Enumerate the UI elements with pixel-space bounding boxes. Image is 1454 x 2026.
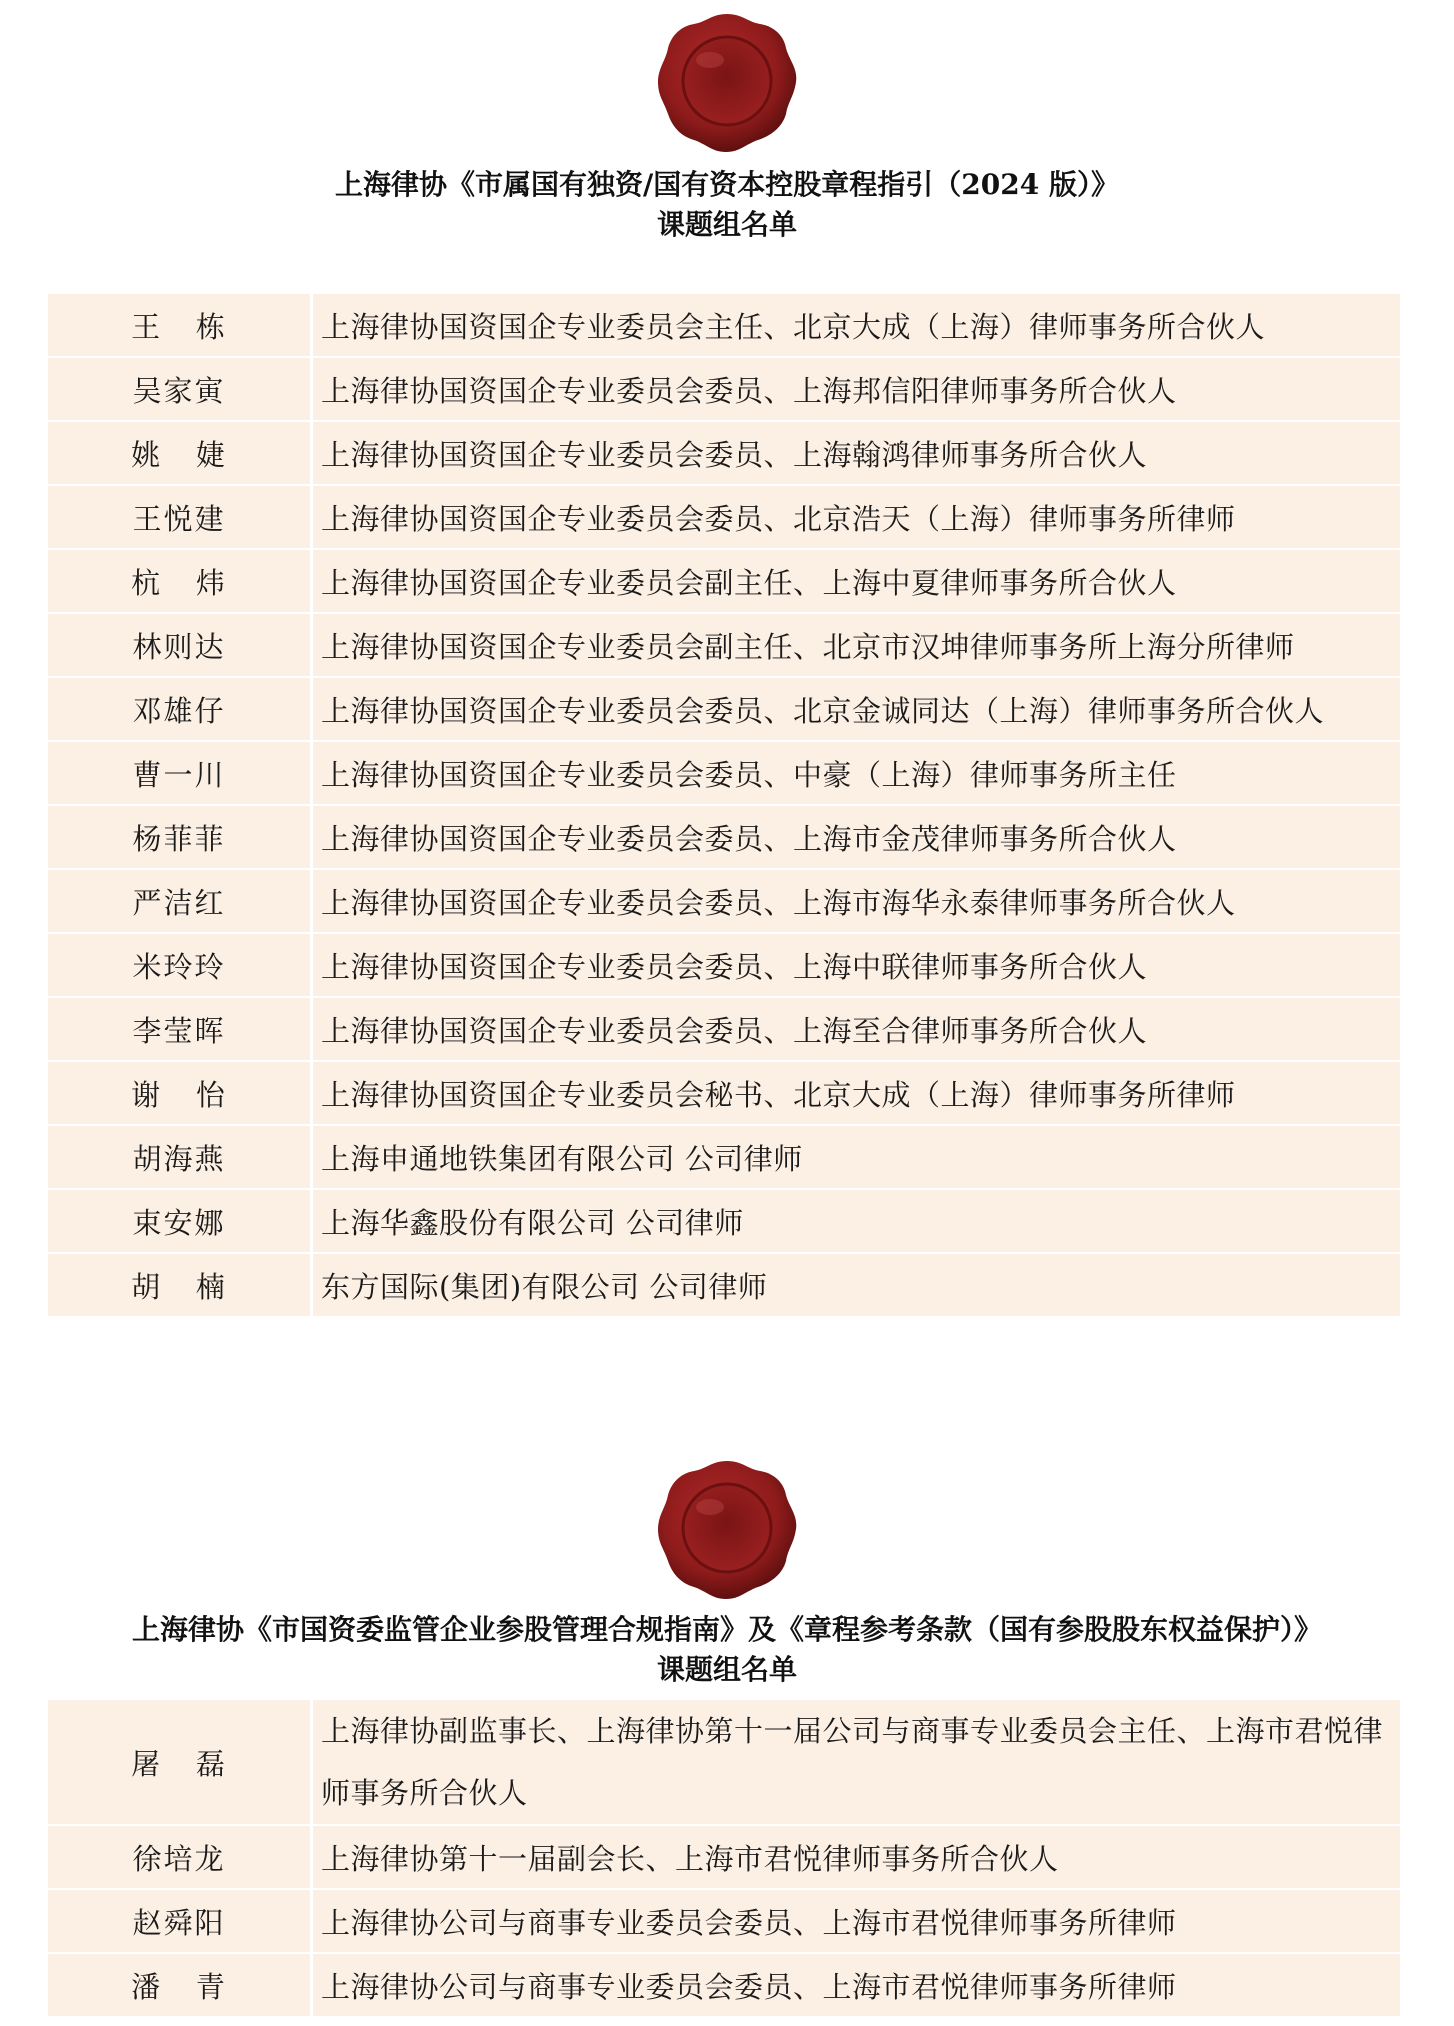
table-row bbox=[48, 1954, 1400, 2016]
table-row bbox=[48, 422, 1400, 484]
section1-member-table bbox=[48, 294, 1400, 1318]
section2-title-line1: 上海律协《市国资委监管企业参股管理合规指南》及《章程参考条款（国有参股股东权益保护）》 bbox=[131, 1613, 1322, 1646]
member-name: 杭 炜 bbox=[48, 550, 310, 612]
table-row bbox=[48, 1826, 1400, 1888]
table-row bbox=[48, 1254, 1400, 1316]
table-row bbox=[48, 1890, 1400, 1952]
table-row bbox=[48, 934, 1400, 996]
table-row bbox=[48, 294, 1400, 356]
member-description: 上海律协公司与商事专业委员会委员、上海市君悦律师事务所律师 bbox=[313, 1954, 1400, 2016]
member-name: 谢 怡 bbox=[48, 1062, 310, 1124]
member-name: 潘 青 bbox=[48, 1954, 310, 2016]
member-description: 上海律协国资国企专业委员会委员、中豪（上海）律师事务所主任 bbox=[313, 742, 1400, 804]
table-row bbox=[48, 678, 1400, 740]
member-name: 严洁红 bbox=[48, 870, 310, 932]
section1-title bbox=[0, 165, 1454, 245]
member-description: 上海律协国资国企专业委员会秘书、北京大成（上海）律师事务所律师 bbox=[313, 1062, 1400, 1124]
member-description: 上海律协第十一届副会长、上海市君悦律师事务所合伙人 bbox=[313, 1826, 1400, 1888]
member-description: 上海律协国资国企专业委员会委员、上海市海华永泰律师事务所合伙人 bbox=[313, 870, 1400, 932]
table-row bbox=[48, 486, 1400, 548]
table-row bbox=[48, 1190, 1400, 1252]
member-name: 徐培龙 bbox=[48, 1826, 310, 1888]
wax-seal-icon bbox=[652, 8, 802, 158]
table-row bbox=[48, 358, 1400, 420]
member-description: 上海律协国资国企专业委员会委员、上海至合律师事务所合伙人 bbox=[313, 998, 1400, 1060]
member-description: 上海律协国资国企专业委员会副主任、上海中夏律师事务所合伙人 bbox=[313, 550, 1400, 612]
section2-title-line2: 课题组名单 bbox=[656, 1653, 797, 1686]
member-description: 上海律协国资国企专业委员会委员、上海中联律师事务所合伙人 bbox=[313, 934, 1400, 996]
member-name: 束安娜 bbox=[48, 1190, 310, 1252]
member-description: 上海律协国资国企专业委员会委员、上海邦信阳律师事务所合伙人 bbox=[313, 358, 1400, 420]
member-description: 东方国际(集团)有限公司 公司律师 bbox=[313, 1254, 1400, 1316]
member-description: 上海律协国资国企专业委员会委员、北京浩天（上海）律师事务所律师 bbox=[313, 486, 1400, 548]
table-row bbox=[48, 1062, 1400, 1124]
member-name: 王 栋 bbox=[48, 294, 310, 356]
member-description: 上海律协公司与商事专业委员会委员、上海市君悦律师事务所律师 bbox=[313, 1890, 1400, 1952]
section1-title-line2: 课题组名单 bbox=[656, 208, 797, 241]
member-description: 上海申通地铁集团有限公司 公司律师 bbox=[313, 1126, 1400, 1188]
member-name: 赵舜阳 bbox=[48, 1890, 310, 1952]
section2-title bbox=[0, 1610, 1454, 1690]
member-name: 王悦建 bbox=[48, 486, 310, 548]
member-name: 邓雄仔 bbox=[48, 678, 310, 740]
member-name: 李莹晖 bbox=[48, 998, 310, 1060]
table-row bbox=[48, 1700, 1400, 1824]
member-name: 姚 婕 bbox=[48, 422, 310, 484]
member-name: 杨菲菲 bbox=[48, 806, 310, 868]
wax-seal-icon bbox=[652, 1455, 802, 1605]
member-description: 上海律协国资国企专业委员会委员、上海翰鸿律师事务所合伙人 bbox=[313, 422, 1400, 484]
member-description: 上海律协国资国企专业委员会主任、北京大成（上海）律师事务所合伙人 bbox=[313, 294, 1400, 356]
member-name: 胡海燕 bbox=[48, 1126, 310, 1188]
member-description: 上海律协国资国企专业委员会副主任、北京市汉坤律师事务所上海分所律师 bbox=[313, 614, 1400, 676]
member-name: 吴家寅 bbox=[48, 358, 310, 420]
member-description: 上海律协国资国企专业委员会委员、北京金诚同达（上海）律师事务所合伙人 bbox=[313, 678, 1400, 740]
member-name: 林则达 bbox=[48, 614, 310, 676]
table-row bbox=[48, 870, 1400, 932]
member-name: 曹一川 bbox=[48, 742, 310, 804]
section1-title-line1: 上海律协《市属国有独资/国有资本控股章程指引（2024 版）》 bbox=[335, 168, 1119, 201]
member-name: 胡 楠 bbox=[48, 1254, 310, 1316]
member-description: 上海律协国资国企专业委员会委员、上海市金茂律师事务所合伙人 bbox=[313, 806, 1400, 868]
table-row bbox=[48, 806, 1400, 868]
table-row bbox=[48, 998, 1400, 1060]
member-description: 上海华鑫股份有限公司 公司律师 bbox=[313, 1190, 1400, 1252]
table-row bbox=[48, 742, 1400, 804]
member-name: 屠 磊 bbox=[48, 1700, 310, 1824]
table-row bbox=[48, 614, 1400, 676]
member-name: 米玲玲 bbox=[48, 934, 310, 996]
section2-member-table bbox=[48, 1700, 1400, 2018]
table-row bbox=[48, 1126, 1400, 1188]
table-row bbox=[48, 550, 1400, 612]
member-description: 上海律协副监事长、上海律协第十一届公司与商事专业委员会主任、上海市君悦律师事务所合伙人 bbox=[313, 1700, 1400, 1824]
